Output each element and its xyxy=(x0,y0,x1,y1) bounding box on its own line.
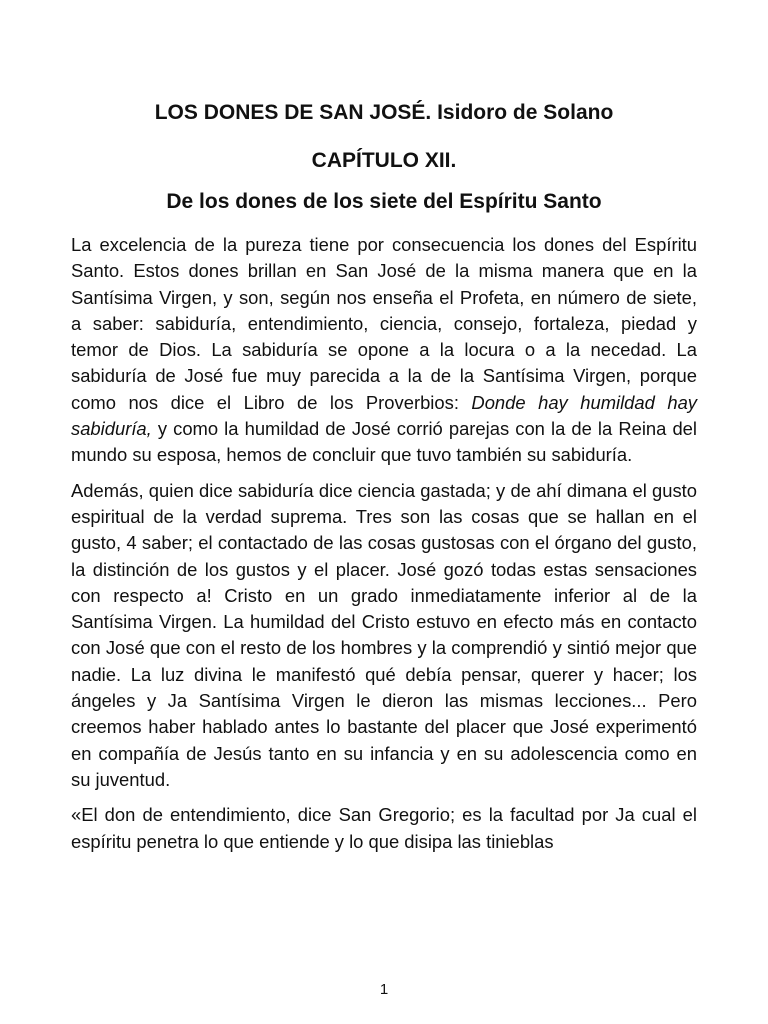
chapter-subtitle: De los dones de los siete del Espíritu Santo xyxy=(166,190,602,213)
paragraph-1-italic-quote: Donde hay humildad hay sabiduría, xyxy=(71,391,697,440)
body-text xyxy=(71,232,697,864)
paragraph-1-text-end: y como la humildad de José corrió parejas con la de la Reina del mundo su esposa, hemos de concluir que tuvo también su sabiduría. xyxy=(71,418,697,466)
paragraph-1 xyxy=(71,232,697,469)
chapter-heading: CAPÍTULO XII. xyxy=(311,149,457,172)
paragraph-2: Además, quien dice sabiduría dice ciencia gastada; y de ahí dimana el gusto espiritual de la verdad suprema. Tres son las cosas que se hallan en el gusto, 4 saber; el contactado de las cosas gustosas con el órgano del gusto, la distinción de los gustos y el placer. José gozó todas estas sensaciones con respecto a! Cristo en un grado inmediatamente inferior al de la Santísima Virgen. La humildad del Cristo estuvo en efecto más en contacto con José que con el resto de los hombres y la comprendió y sintió mejor que nadie. La luz divina le manifestó qué debía pensar, querer y hacer; los ángeles y Ja Santísima Virgen le dieron las mismas lecciones... Pero creemos haber hablado antes lo bastante del placer que José experimentó en compañía de Jesús tanto en su infancia y en su adolescencia como en su juventud. xyxy=(71,479,697,790)
paragraph-1-text: La excelencia de la pureza tiene por consecuencia los dones del Espíritu Santo. Estos dones brillan en San José de la misma manera que en la Santísima Virgen, y son, según nos enseña el Profeta, en número de siete, a saber: sabiduría, entendimiento, ciencia, consejo, fortaleza, piedad y temor de Dios. La sabiduría se opone a la locura o a la necedad. La sabiduría de José fue muy parecida a la de la Santísima Virgen, porque como nos dice el Libro de los Proverbios: xyxy=(71,234,697,413)
page-number: 1 xyxy=(379,981,389,998)
paragraph-3: «El don de entendimiento, dice San Gregorio; es la facultad por Ja cual el espíritu penetra lo que entiende y lo que disipa las tinieblas xyxy=(71,804,697,852)
document-title: LOS DONES DE SAN JOSÉ. Isidoro de Solano xyxy=(154,101,614,124)
